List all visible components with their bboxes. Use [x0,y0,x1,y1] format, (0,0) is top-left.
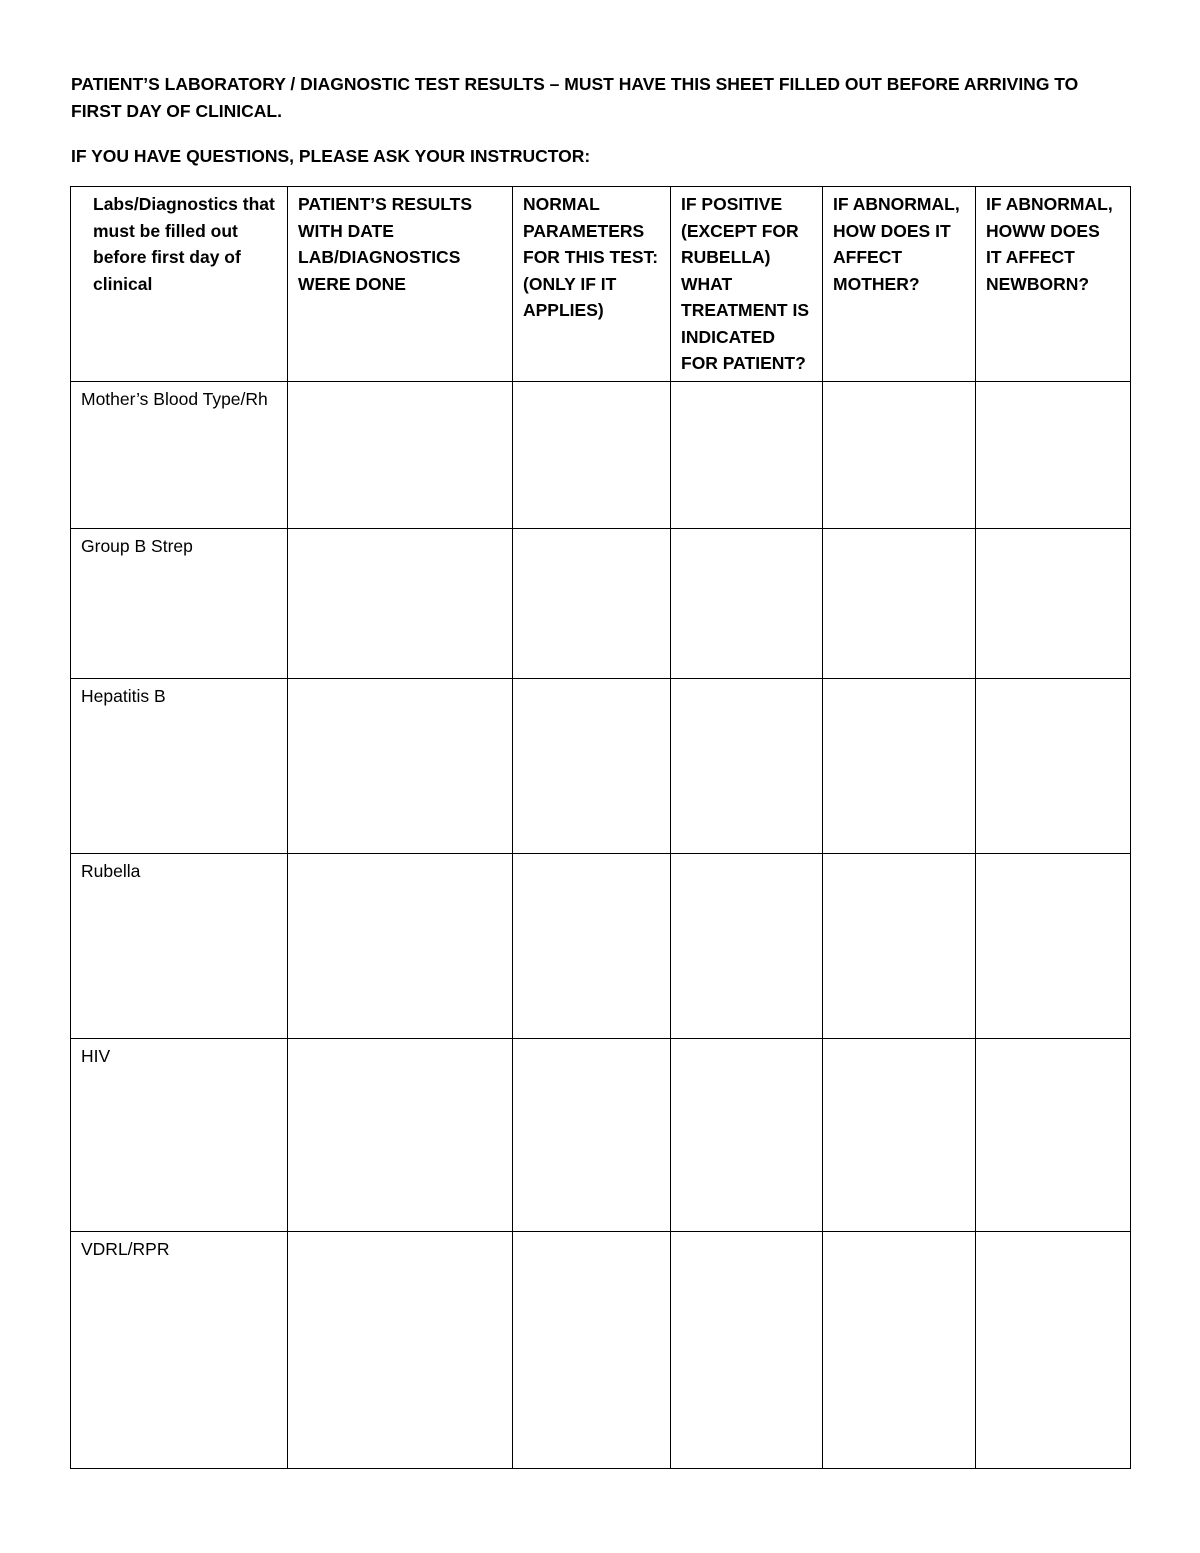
document-heading: PATIENT’S LABORATORY / DIAGNOSTIC TEST RESULTS – MUST HAVE THIS SHEET FILLED OUT BEFORE ARRIVING TO FIRST DAY OF CLINICAL. [71,74,1079,121]
header-labs-diagnostics: Labs/Diagnostics that must be filled out before first day of clinical [71,187,288,382]
treatment-cell[interactable] [671,853,823,1038]
newborn-effect-cell[interactable] [976,1038,1131,1231]
mother-effect-cell[interactable] [823,1231,976,1468]
results-cell[interactable] [288,1038,513,1231]
header-affect-mother: IF ABNORMAL, HOW DOES IT AFFECT MOTHER? [823,187,976,382]
mother-effect-cell[interactable] [823,528,976,678]
treatment-cell[interactable] [671,678,823,853]
treatment-cell[interactable] [671,528,823,678]
normal-parameters-cell[interactable] [513,1231,671,1468]
header-affect-newborn: IF ABNORMAL, HOWW DOES IT AFFECT NEWBORN? [976,187,1131,382]
header-if-positive-treatment: IF POSITIVE (EXCEPT FOR RUBELLA) WHAT TREATMENT IS INDICATED FOR PATIENT? [671,187,823,382]
results-cell[interactable] [288,381,513,528]
table-row [71,381,1131,528]
mother-effect-cell[interactable] [823,1038,976,1231]
normal-parameters-cell[interactable] [513,1038,671,1231]
newborn-effect-cell[interactable] [976,678,1131,853]
header-normal-parameters: NORMAL PARAMETERS FOR THIS TEST: (ONLY IF IT APPLIES) [513,187,671,382]
lab-results-table [70,186,1131,1469]
results-cell[interactable] [288,1231,513,1468]
row-label: Rubella [71,853,288,1038]
normal-parameters-cell[interactable] [513,678,671,853]
results-cell[interactable] [288,528,513,678]
document-subheading: IF YOU HAVE QUESTIONS, PLEASE ASK YOUR INSTRUCTOR: [71,146,591,166]
newborn-effect-cell[interactable] [976,1231,1131,1468]
table-row [71,1038,1131,1231]
mother-effect-cell[interactable] [823,381,976,528]
table-row [71,678,1131,853]
table-header-row [71,187,1131,382]
newborn-effect-cell[interactable] [976,853,1131,1038]
results-cell[interactable] [288,678,513,853]
results-cell[interactable] [288,853,513,1038]
table-row [71,528,1131,678]
normal-parameters-cell[interactable] [513,853,671,1038]
table-row [71,853,1131,1038]
normal-parameters-cell[interactable] [513,528,671,678]
mother-effect-cell[interactable] [823,678,976,853]
row-label: Group B Strep [71,528,288,678]
row-label: VDRL/RPR [71,1231,288,1468]
treatment-cell[interactable] [671,1231,823,1468]
treatment-cell[interactable] [671,381,823,528]
header-patient-results: PATIENT’S RESULTS WITH DATE LAB/DIAGNOSTICS WERE DONE [288,187,513,382]
newborn-effect-cell[interactable] [976,381,1131,528]
newborn-effect-cell[interactable] [976,528,1131,678]
row-label: HIV [71,1038,288,1231]
treatment-cell[interactable] [671,1038,823,1231]
row-label: Mother’s Blood Type/Rh [71,381,288,528]
row-label: Hepatitis B [71,678,288,853]
normal-parameters-cell[interactable] [513,381,671,528]
mother-effect-cell[interactable] [823,853,976,1038]
table-row [71,1231,1131,1468]
